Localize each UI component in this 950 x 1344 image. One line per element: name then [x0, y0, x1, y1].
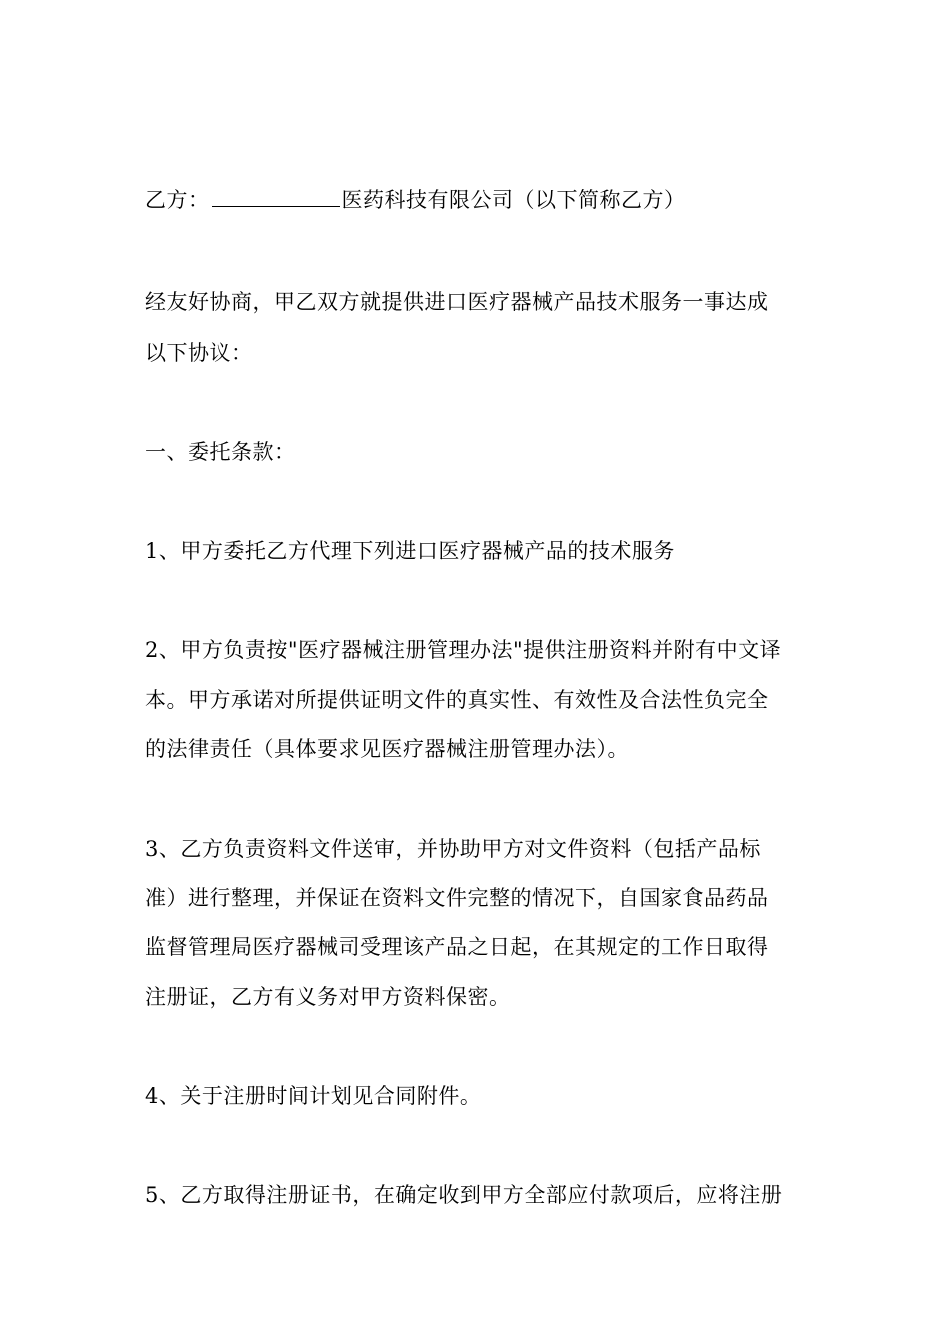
clause-2-line-2: 本。甲方承诺对所提供证明文件的真实性、有效性及合法性负完全 — [145, 688, 769, 712]
party-b-label: 乙方： — [145, 188, 210, 212]
clause-3-line-4: 注册证，乙方有义务对甲方资料保密。 — [145, 985, 511, 1009]
clause-5-line-1: 5、乙方取得注册证书，在确定收到甲方全部应付款项后，应将注册 — [145, 1183, 783, 1207]
intro-line-1: 经友好协商，甲乙双方就提供进口医疗器械产品技术服务一事达成 — [145, 290, 769, 314]
party-b-text: 医药科技有限公司（以下简称乙方） — [341, 188, 686, 212]
clause-2-line-3: 的法律责任（具体要求见医疗器械注册管理办法）。 — [145, 737, 629, 761]
clause-1-line-1: 1、甲方委托乙方代理下列进口医疗器械产品的技术服务 — [145, 539, 675, 563]
clause-4-line-1: 4、关于注册时间计划见合同附件。 — [145, 1084, 482, 1108]
party-b-name-blank[interactable] — [212, 187, 340, 207]
section-heading: 一、委托条款： — [145, 440, 296, 464]
clause-2-line-1: 2、甲方负责按"医疗器械注册管理办法"提供注册资料并附有中文译 — [145, 638, 782, 662]
clause-3-line-1: 3、乙方负责资料文件送审，并协助甲方对文件资料（包括产品标 — [145, 837, 761, 861]
intro-line-2: 以下协议： — [145, 341, 253, 365]
clause-3-line-3: 监督管理局医疗器械司受理该产品之日起，在其规定的工作日取得 — [145, 935, 769, 959]
party-b-line — [145, 185, 686, 215]
clause-3-line-2: 准）进行整理，并保证在资料文件完整的情况下，自国家食品药品 — [145, 886, 769, 910]
